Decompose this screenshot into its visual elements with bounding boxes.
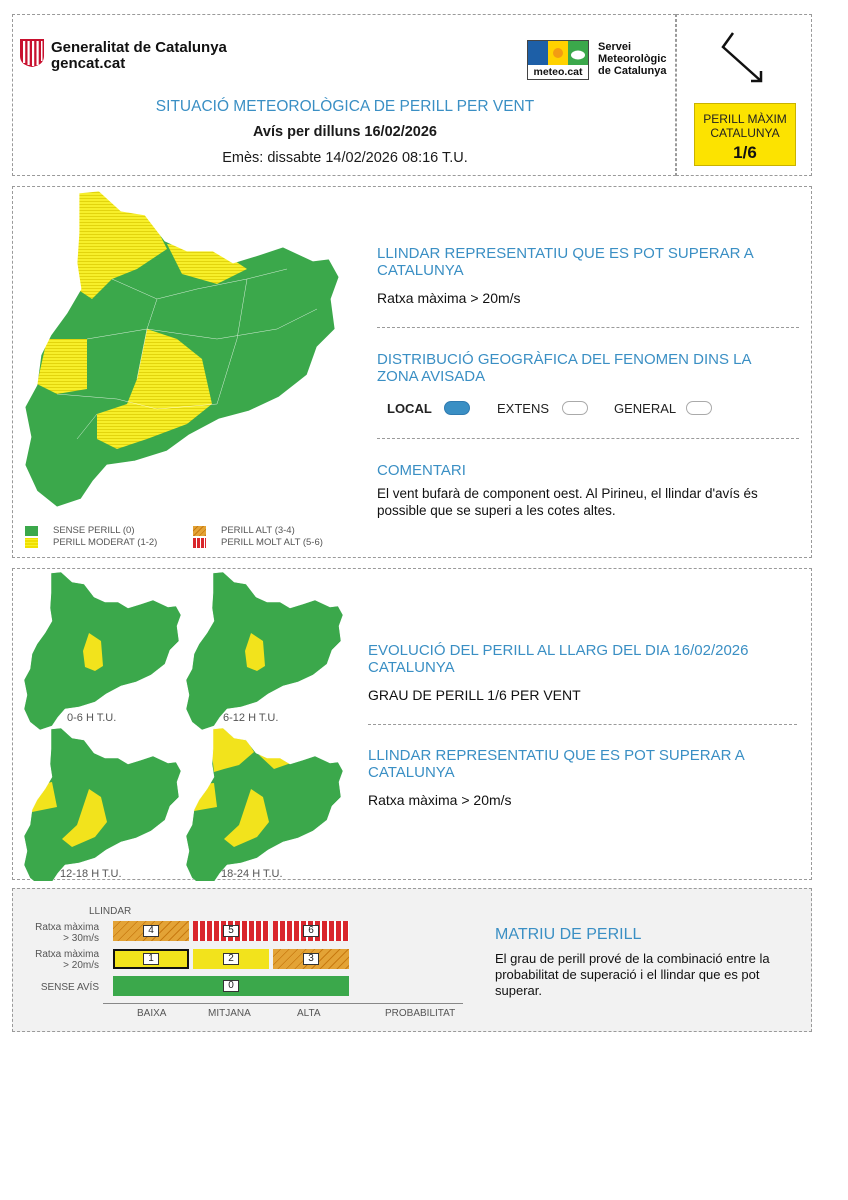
distribution-heading: DISTRIBUCIÓ GEOGRÀFICA DEL FENOMEN DINS LA ZONA AVISADA xyxy=(377,351,751,385)
matrix-cell-2: 2 xyxy=(193,949,269,969)
legend-swatch-high xyxy=(193,526,206,536)
matrix-col-alta: ALTA xyxy=(297,1008,321,1019)
legend-label-very-high: PERILL MOLT ALT (5-6) xyxy=(221,537,323,548)
legend-label-high: PERILL ALT (3-4) xyxy=(221,525,295,536)
evolution-heading: EVOLUCIÓ DEL PERILL AL LLARG DEL DIA 16/02/2026 CATALUNYA xyxy=(368,642,749,676)
matrix-cell-5: 5 xyxy=(193,921,269,941)
sun-icon xyxy=(548,41,568,65)
max-risk-badge: PERILL MÀXIM CATALUNYA 1/6 xyxy=(694,103,796,166)
toggle-extens[interactable] xyxy=(562,401,588,415)
separator xyxy=(377,438,799,439)
meteocat-logo xyxy=(527,40,589,80)
matrix-cell-1: 1 xyxy=(113,949,189,969)
period-label-0: 0-6 H T.U. xyxy=(67,712,117,724)
alert-date: Avís per dilluns 16/02/2026 xyxy=(252,124,438,140)
matrix-row20-label: Ratxa màxima > 20m/s xyxy=(35,949,99,971)
max-risk-panel xyxy=(676,14,812,176)
issued-date: Emès: dissabte 14/02/2026 08:16 T.U. xyxy=(222,150,468,166)
comment-heading: COMENTARI xyxy=(377,462,466,479)
generalitat-logo xyxy=(19,38,45,68)
legend-label-moderate: PERILL MODERAT (1-2) xyxy=(53,537,158,548)
threshold-heading: LLINDAR REPRESENTATIU QUE ES POT SUPERAR A CATALUNYA xyxy=(377,245,753,279)
threshold-value: Ratxa màxima > 20m/s xyxy=(377,290,521,306)
evolution-maps xyxy=(13,569,343,881)
legend-swatch-very-high xyxy=(193,538,206,548)
max-risk-value: 1/6 xyxy=(733,143,757,162)
matrix-row30-label: Ratxa màxima > 30m/s xyxy=(35,922,99,944)
page-title: SITUACIÓ METEOROLÒGICA DE PERILL PER VENT xyxy=(155,98,535,115)
separator xyxy=(368,724,797,725)
matrix-axis-line xyxy=(103,1003,463,1004)
matrix-prob-label: PROBABILITAT xyxy=(385,1008,456,1019)
header-panel xyxy=(12,14,676,176)
matrix-col-baixa: BAIXA xyxy=(137,1008,167,1019)
generalitat-name: Generalitat de Catalunya xyxy=(51,39,227,56)
evolution-grade: GRAU DE PERILL 1/6 PER VENT xyxy=(368,687,581,703)
evolution-panel xyxy=(12,568,812,880)
matrix-cell-3: 3 xyxy=(273,949,349,969)
cloud-icon xyxy=(568,41,588,65)
matrix-heading: MATRIU DE PERILL xyxy=(495,926,642,943)
toggle-general[interactable] xyxy=(686,401,712,415)
evolution-threshold-heading: LLINDAR REPRESENTATIU QUE ES POT SUPERAR A CATALUNYA xyxy=(368,747,744,781)
meteocat-text: meteo.cat xyxy=(533,66,583,78)
period-label-1: 6-12 H T.U. xyxy=(223,712,279,724)
legend-swatch-none xyxy=(25,526,38,536)
wind-arrow-icon xyxy=(715,25,775,87)
comment-text: El vent bufarà de component oest. Al Pirineu, el llindar d'avís és possible que se superi a les cotes altes. xyxy=(377,486,758,518)
evolution-threshold-value: Ratxa màxima > 20m/s xyxy=(368,792,512,808)
catalonia-risk-map xyxy=(17,189,347,514)
matrix-cell-4: 4 xyxy=(113,921,189,941)
matrix-cell-0: 0 xyxy=(113,976,349,996)
matrix-llindar-label: LLINDAR xyxy=(89,906,132,917)
legend-swatch-moderate xyxy=(25,538,38,548)
matrix-cell-6: 6 xyxy=(273,921,349,941)
matrix-row-none-label: SENSE AVÍS xyxy=(40,982,99,993)
period-label-3: 18-24 H T.U. xyxy=(221,868,283,880)
matrix-panel xyxy=(12,888,812,1032)
toggle-label-general: GENERAL xyxy=(614,401,677,416)
toggle-local[interactable] xyxy=(444,401,470,415)
separator xyxy=(377,327,799,328)
period-label-2: 12-18 H T.U. xyxy=(60,868,122,880)
matrix-text: El grau de perill prové de la combinació entre la probabilitat de superació i el llindar que es pot superar. xyxy=(495,951,770,998)
toggle-label-extens: EXTENS xyxy=(497,401,550,416)
toggle-label-local: LOCAL xyxy=(387,401,432,416)
gencat-url[interactable]: gencat.cat xyxy=(51,55,126,72)
smc-name: Servei Meteorològic de Catalunya xyxy=(598,41,667,77)
matrix-col-mitjana: MITJANA xyxy=(208,1008,251,1019)
main-panel xyxy=(12,186,812,558)
legend-label-none: SENSE PERILL (0) xyxy=(53,525,135,536)
